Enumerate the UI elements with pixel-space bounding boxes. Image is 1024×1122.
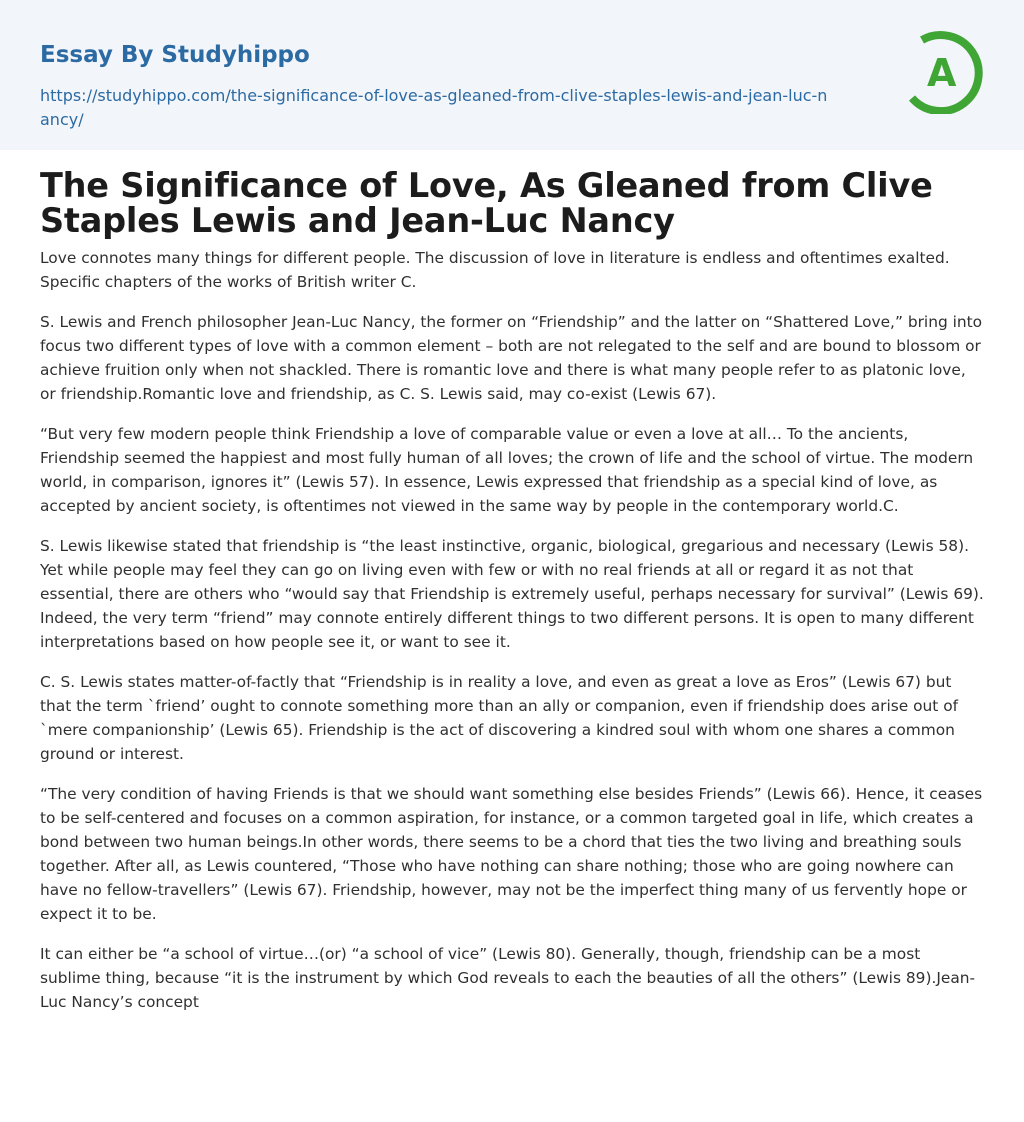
essay-title: The Significance of Love, As Gleaned from Clive Staples Lewis and Jean-Luc Nancy	[40, 166, 933, 240]
studyhippo-logo-icon[interactable]	[900, 30, 984, 114]
site-header	[0, 0, 1024, 150]
essay-paragraph: S. Lewis and French philosopher Jean-Luc Nancy, the former on “Friendship” and the latter on “Shattered Love,” bring into focus two different types of love with a common element – both are not relegated to the self and are bound to blossom or achieve fruition only when not shackled. There is romantic love and there is what many people refer to as platonic love, or friendship.Romantic love and friendship, as C. S. Lewis said, may co-exist (Lewis 67).	[40, 313, 983, 403]
essay-paragraph: C. S. Lewis states matter-of-factly that “Friendship is in reality a love, and even as great a love as Eros” (Lewis 67) but that the term `friend’ ought to connote something more than an ally or companion, even if friendship does arise out of `mere companionship’ (Lewis 65). Friendship is the act of discovering a kindred soul with whom one shares a common ground or interest.	[40, 673, 959, 763]
essay-paragraph: “The very condition of having Friends is that we should want something else besides Friends” (Lewis 66). Hence, it ceases to be self-centered and focuses on a common aspiration, for instance, or a common targeted goal in life, which creates a bond between two human beings.In other words, there seems to be a chord that ties the two living and breathing souls together. After all, as Lewis countered, “Those who have nothing can share nothing; those who are going nowhere can have no fellow-travellers” (Lewis 67). Friendship, however, may not be the imperfect thing many of us fervently hope or expect it to be.	[40, 785, 983, 923]
logo-letter: A	[927, 51, 957, 95]
essay-paragraph: S. Lewis likewise stated that friendship is “the least instinctive, organic, biological, gregarious and necessary (Lewis 58). Yet while people may feel they can go on living even with few or with no real friends at all or regard it as not that essential, there are others who “would say that Friendship is extremely useful, perhaps necessary for survival” (Lewis 69). Indeed, the very term “friend” may connote entirely different things to two different persons. It is open to many different interpretations based on how people see it, or want to see it.	[40, 537, 984, 651]
essay-content	[0, 150, 1024, 1014]
essay-paragraph: It can either be “a school of virtue…(or) “a school of vice” (Lewis 80). Generally, though, friendship can be a most sublime thing, because “it is the instrument by which God reveals to each the beauties of all the others” (Lewis 89).Jean-Luc Nancy’s concept	[40, 945, 976, 1011]
essay-paragraph: “But very few modern people think Friendship a love of comparable value or even a love at all… To the ancients, Friendship seemed the happiest and most fully human of all loves; the crown of life and the school of virtue. The modern world, in comparison, ignores it” (Lewis 57). In essence, Lewis expressed that friendship as a special kind of love, as accepted by ancient society, is oftentimes not viewed in the same way by people in the contemporary world.C.	[40, 425, 974, 515]
brand-title: Essay By Studyhippo	[40, 42, 310, 68]
essay-paragraph: Love connotes many things for different people. The discussion of love in literature is endless and oftentimes exalted. Specific chapters of the works of British writer C.	[40, 249, 950, 291]
source-url-link[interactable]: https://studyhippo.com/the-significance-of-love-as-gleaned-from-clive-staples-lewis-and-jean-luc-nancy/	[40, 86, 828, 129]
logo-svg	[900, 30, 984, 114]
